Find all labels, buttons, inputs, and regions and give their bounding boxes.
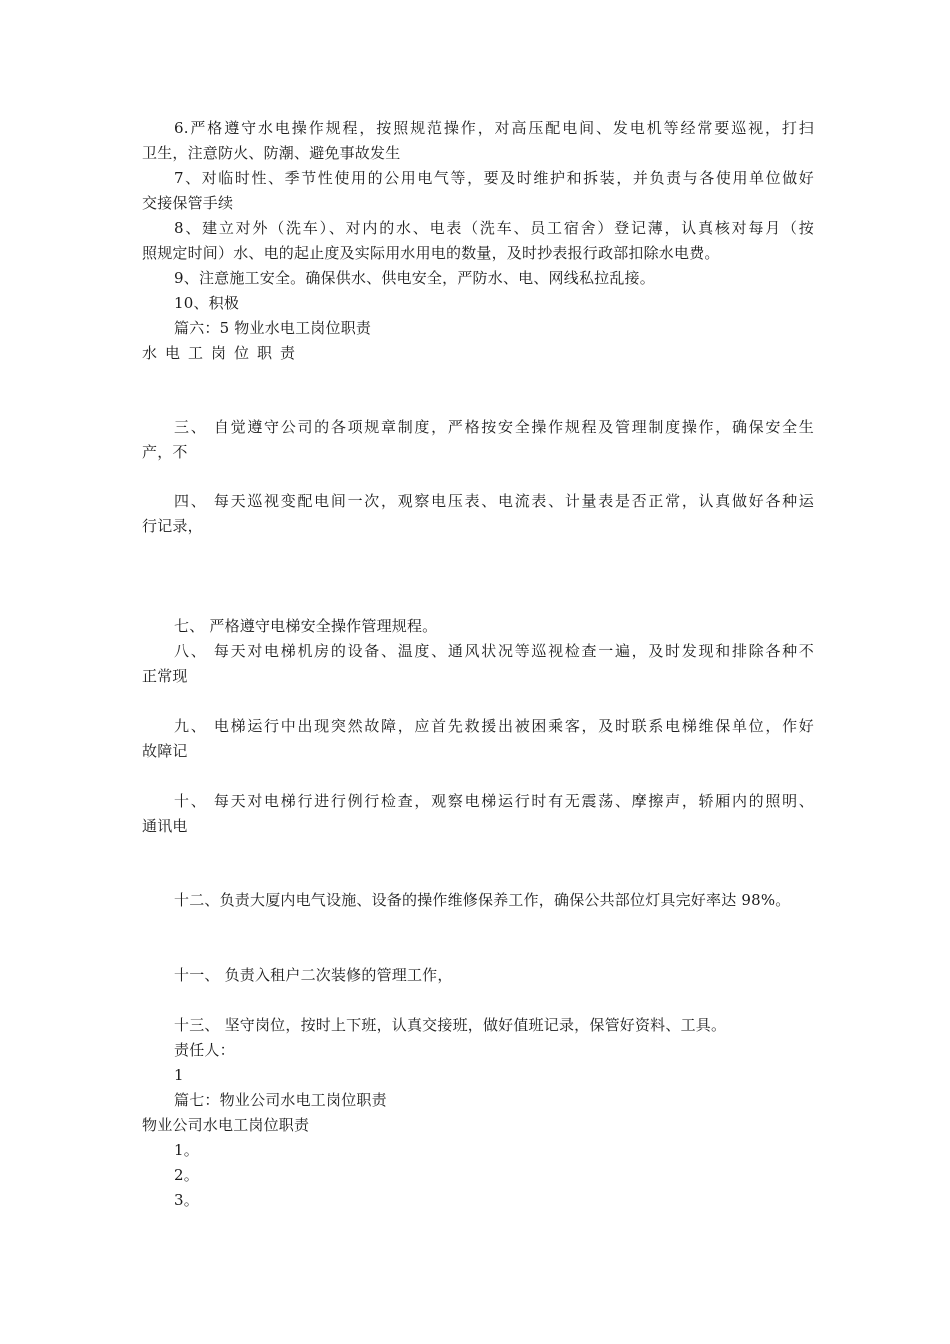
paragraph-7-line-2: 交接保管手续 [142,194,234,212]
item-8-line-1: 八、 每天对电梯机房的设备、温度、通风状况等巡视检查一遍，及时发现和排除各种不 [174,642,814,660]
list-item-2: 2。 [174,1166,199,1184]
item-11: 十一、 负责入租户二次装修的管理工作， [174,966,453,984]
paragraph-9: 9、注意施工安全。确保供水、供电安全，严防水、电、网线私拉乱接。 [174,269,655,287]
paragraph-6-line-1: 6.严格遵守水电操作规程，按照规范操作，对高压配电间、发电机等经常要巡视，打扫 [174,119,814,137]
section-6-title: 水电工岗位职责 [142,344,304,362]
responsible-person: 责任人： [174,1041,235,1059]
paragraph-10: 10、积极 [174,294,240,312]
item-4-line-2: 行记录， [142,517,203,535]
section-7-title: 物业公司水电工岗位职责 [142,1116,310,1134]
section-6-heading: 篇六：5 物业水电工岗位职责 [174,319,372,337]
section-7-heading: 篇七：物业公司水电工岗位职责 [174,1091,387,1109]
item-10-line-2: 通讯电 [142,817,188,835]
item-7: 七、 严格遵守电梯安全操作管理规程。 [174,617,438,635]
item-12: 十二、负责大厦内电气设施、设备的操作维修保养工作，确保公共部位灯具完好率达 98%。 [174,891,791,909]
page-number: 1 [174,1066,184,1084]
item-4-line-1: 四、 每天巡视变配电间一次，观察电压表、电流表、计量表是否正常，认真做好各种运 [174,492,814,510]
item-9-line-1: 九、 电梯运行中出现突然故障，应首先救援出被困乘客，及时联系电梯维保单位，作好 [174,717,814,735]
item-3-line-2: 产，不 [142,443,188,461]
list-item-1: 1。 [174,1141,199,1159]
paragraph-8-line-2: 照规定时间）水、电的起止度及实际用水用电的数量，及时抄表报行政部扣除水电费。 [142,244,720,262]
paragraph-6-line-2: 卫生，注意防火、防潮、避免事故发生 [142,144,401,162]
paragraph-8-line-1: 8、建立对外（洗车）、对内的水、电表（洗车、员工宿舍）登记薄，认真核对每月（按 [174,219,814,237]
item-3-line-1: 三、 自觉遵守公司的各项规章制度，严格按安全操作规程及管理制度操作，确保安全生 [174,418,814,436]
paragraph-7-line-1: 7、对临时性、季节性使用的公用电气等，要及时维护和拆装，并负责与各使用单位做好 [174,169,814,187]
item-10-line-1: 十、 每天对电梯行进行例行检查，观察电梯运行时有无震荡、摩擦声，轿厢内的照明、 [174,792,814,810]
item-13: 十三、 坚守岗位，按时上下班，认真交接班，做好值班记录，保管好资料、工具。 [174,1016,727,1034]
item-9-line-2: 故障记 [142,742,188,760]
list-item-3: 3。 [174,1191,199,1209]
item-8-line-2: 正常现 [142,667,188,685]
